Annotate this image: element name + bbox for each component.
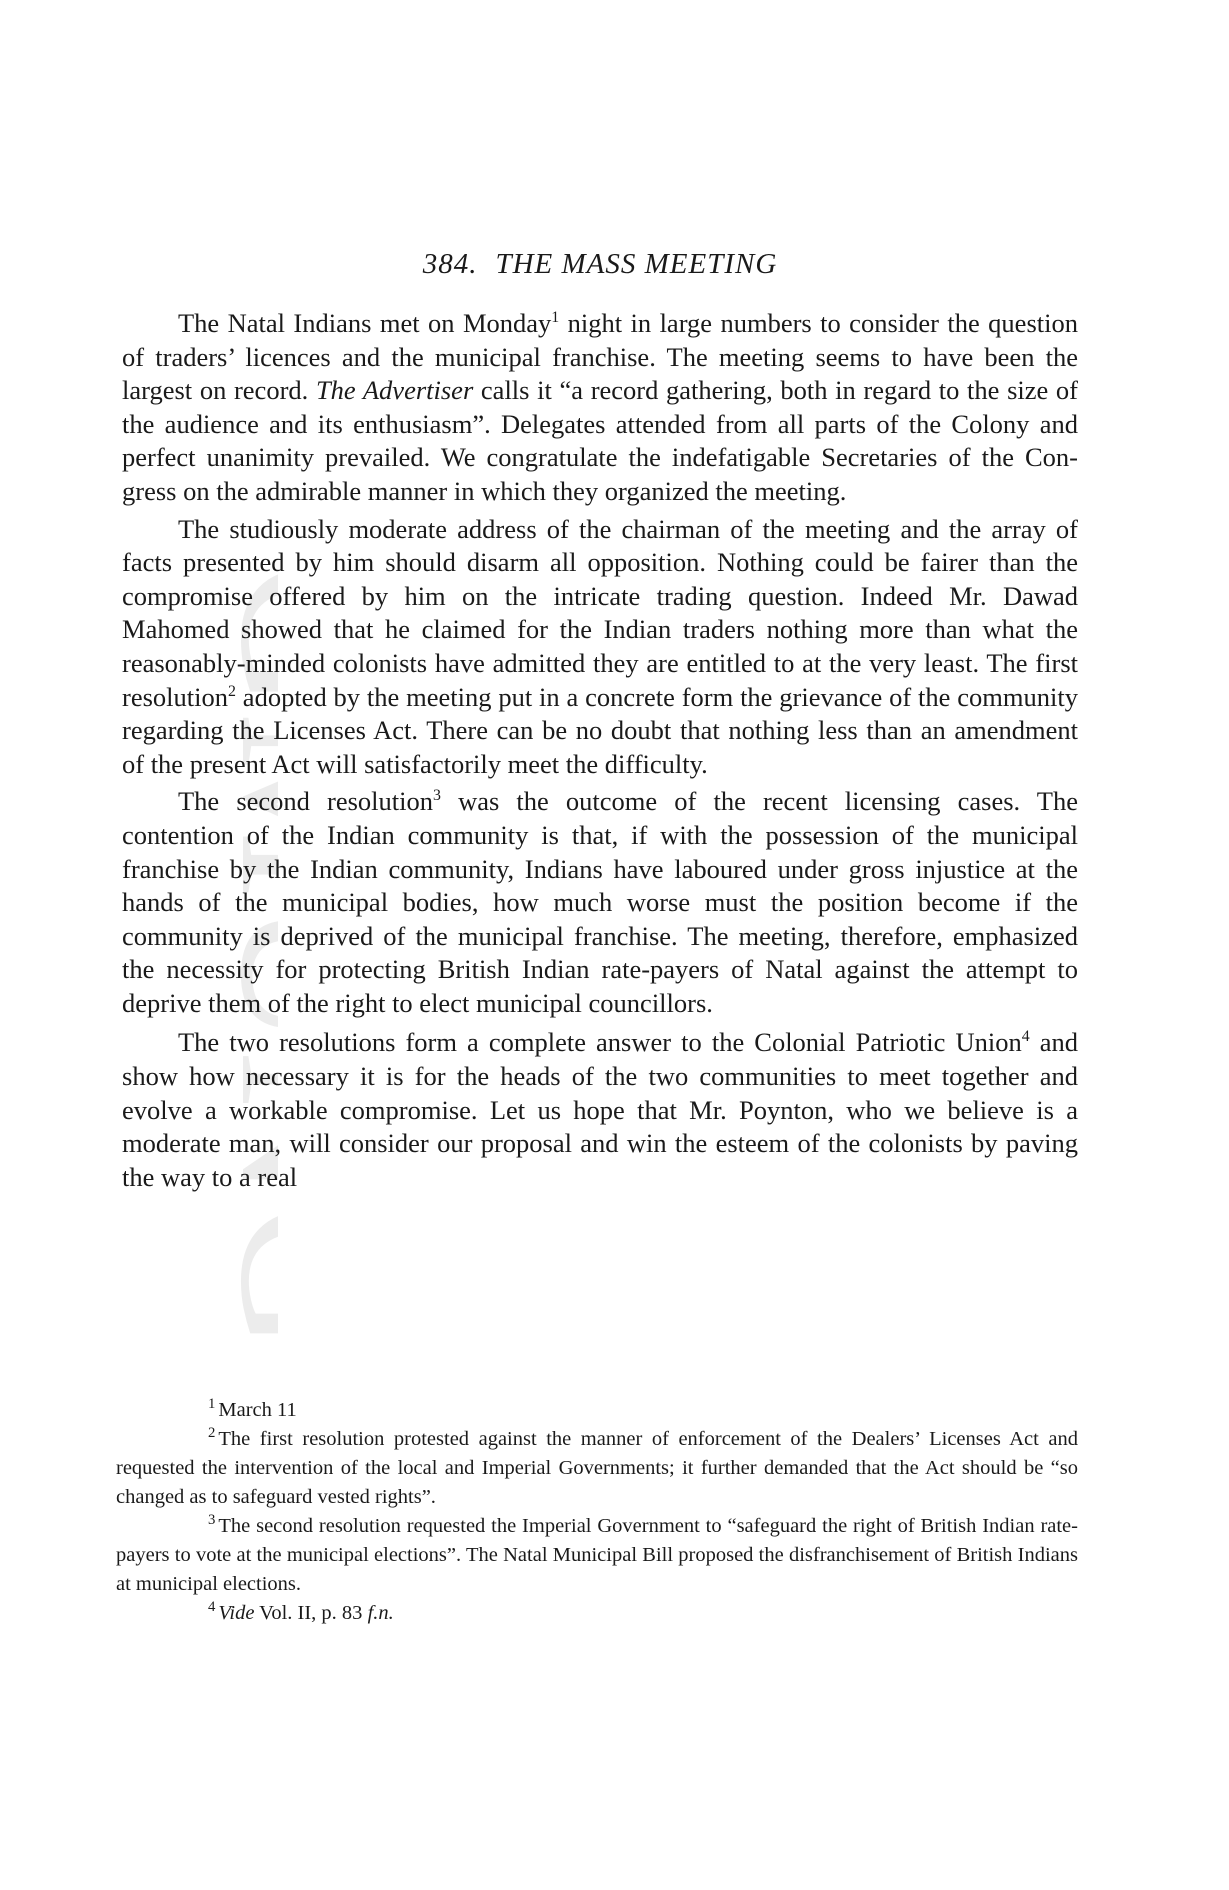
paragraph-4-text-b: and show how necessary it is for the heads of the two communities to meet together and evolve a workable compromise. Let us hope that Mr. Poynton, who we believe is a moderate man, will consider our proposal and win the esteem of the colonists by paving the way to a real bbox=[122, 1027, 1078, 1192]
article-title bbox=[122, 248, 1078, 281]
paragraph-3-text-a: The second resolution bbox=[178, 786, 434, 817]
footnote-ref-4[interactable]: 4 bbox=[1021, 1028, 1030, 1046]
paragraph-2-text-a: The studiously moderate address of the chairman of the meeting and the array of facts presented by him should disarm all opposition. Nothing could be fairer than the compromise offered by him on the intricate trading question. Indeed Mr. Dawad Mahomed showed that he claimed for the Indian traders nothing more than what the reasonably-minded colonists have admitted they are entitled to at the very least. The first resolution bbox=[122, 513, 1078, 712]
paragraph-1-text-b: night in large numbers to consider the question of traders’ licences and the municipal franchise. The meeting seems to have been the largest on record. bbox=[122, 308, 1078, 406]
article-title-text: THE MASS MEETING bbox=[495, 248, 778, 280]
footnote-4-italic-vide: Vide bbox=[218, 1602, 255, 1624]
article bbox=[122, 248, 1078, 1194]
footnotes bbox=[116, 1396, 1078, 1628]
paragraph-2 bbox=[122, 513, 1078, 782]
footnote-3-text: The second resolution requested the Imperial Government to “safeguard the right of British Indian rate-payers to vote at the municipal elections”. The Natal Municipal Bill proposed the disfranchisement of British Indians at municipal elections. bbox=[116, 1515, 1078, 1595]
paragraph-2-text-b: adopted by the meeting put in a concrete form the grievance of the community regarding the Licenses Act. There can be no doubt that nothing less than an amendment of the present Act will satisfactorily meet the difficulty. bbox=[122, 681, 1078, 779]
paragraph-1 bbox=[122, 307, 1078, 509]
article-number: 384. bbox=[422, 248, 478, 280]
footnote-3-mark: 3 bbox=[208, 1512, 216, 1529]
footnote-ref-3[interactable]: 3 bbox=[433, 787, 441, 805]
newspaper-name: The Advertiser bbox=[315, 375, 474, 406]
footnote-2 bbox=[116, 1425, 1078, 1512]
footnote-ref-2[interactable]: 2 bbox=[228, 682, 236, 700]
watermark-text: GMUNG bbox=[197, 560, 278, 1340]
footnote-3 bbox=[116, 1512, 1078, 1599]
footnote-ref-1[interactable]: 1 bbox=[551, 309, 560, 327]
footnote-1 bbox=[116, 1396, 1078, 1425]
footnote-4-mark: 4 bbox=[208, 1599, 216, 1616]
paragraph-1-text-a: The Natal Indians met on Monday bbox=[178, 308, 552, 338]
paragraph-4 bbox=[122, 1026, 1078, 1194]
footnote-4-text: Vol. II, p. 83 bbox=[254, 1602, 368, 1624]
footnote-2-mark: 2 bbox=[208, 1425, 216, 1442]
footnote-4 bbox=[116, 1599, 1078, 1628]
paragraph-3-text-b: was the outcome of the recent licensing cases. The contention of the Indian community is that, if with the possession of the municipal franchise by the Indian community, Indians have laboured under gross injustice at the hands of the municipal bodies, how much worse must the position become if the community is deprived of the municipal franchise. The meeting, therefore, emphasized the necessity for protecting British Indian rate-payers of Natal against the attempt to deprive them of the right to elect municipal councillors. bbox=[122, 786, 1078, 1018]
footnote-1-text: March 11 bbox=[218, 1399, 297, 1421]
footnote-1-mark: 1 bbox=[208, 1396, 216, 1413]
paragraph-4-text-a: The two resolutions form a complete answer to the Colonial Patriotic Union bbox=[178, 1027, 1022, 1058]
footnote-2-text: The first resolution protested against the manner of enforcement of the Dealers’ Licenses Act and requested the intervention of the local and Imperial Governments; it further demanded that the Act should be “so changed as to safeguard vested rights”. bbox=[116, 1428, 1078, 1508]
paragraph-3 bbox=[122, 785, 1078, 1020]
footnote-4-italic-fn: f.n. bbox=[367, 1602, 394, 1624]
paragraph-1-text-c: calls it “a record gathering, both in regard to the size of the audience and its enthusiasm”. Delegates attended from all parts of the Colony and perfect unanimity prevailed. We congratulate the indefatigable Secretaries of the Congress on the admirable manner in which they organized the meeting. bbox=[122, 375, 1078, 506]
